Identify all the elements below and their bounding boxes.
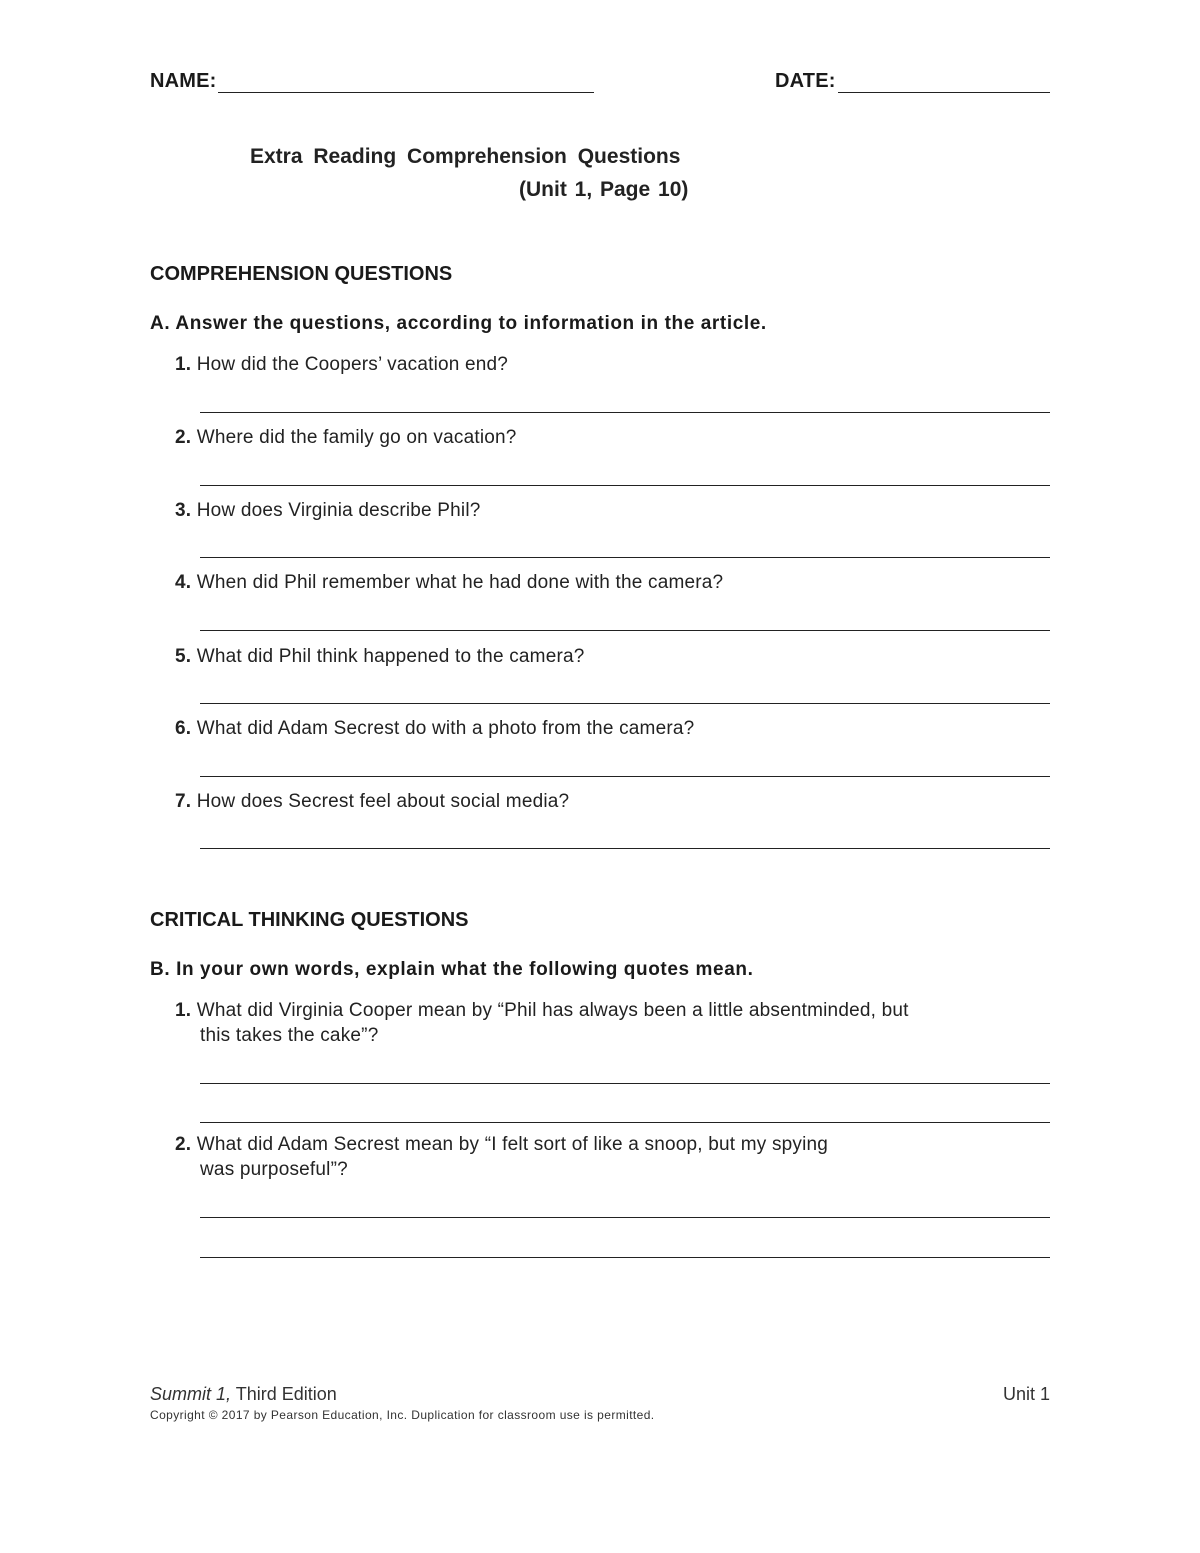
name-label: NAME:	[150, 70, 217, 92]
section-b-heading: CRITICAL THINKING QUESTIONS	[150, 909, 469, 931]
question-text: How did the Coopers’ vacation end?	[196, 354, 509, 375]
question-text: Where did the family go on vacation?	[196, 427, 517, 448]
question-number: 1.	[175, 354, 192, 375]
question-a4	[175, 570, 723, 595]
question-b1	[175, 998, 909, 1023]
question-number: 5.	[175, 646, 192, 667]
answer-line-a3[interactable]	[200, 557, 1050, 558]
question-text-line1: What did Adam Secrest mean by “I felt sort of like a snoop, but my spying	[196, 1134, 829, 1155]
name-field[interactable]	[218, 92, 594, 93]
answer-line-b2-1[interactable]	[200, 1217, 1050, 1218]
question-a7	[175, 789, 569, 814]
date-field[interactable]	[838, 92, 1050, 93]
question-a1	[175, 352, 508, 377]
question-number: 4.	[175, 572, 192, 593]
page-title: Extra Reading Comprehension Questions	[250, 145, 681, 168]
answer-line-b1-2[interactable]	[200, 1122, 1050, 1123]
page-subtitle: (Unit 1, Page 10)	[519, 178, 689, 201]
question-a2	[175, 425, 517, 450]
footer-book	[150, 1384, 337, 1405]
question-a6	[175, 716, 694, 741]
answer-line-b1-1[interactable]	[200, 1083, 1050, 1084]
question-number: 3.	[175, 500, 192, 521]
date-label: DATE:	[775, 70, 836, 92]
question-number: 7.	[175, 791, 192, 812]
question-text: How does Secrest feel about social media?	[196, 791, 570, 812]
question-a5	[175, 644, 585, 669]
question-text-line2: was purposeful”?	[200, 1159, 348, 1180]
question-text: What did Adam Secrest do with a photo from the camera?	[196, 718, 695, 739]
question-text-line1: What did Virginia Cooper mean by “Phil has always been a little absentminded, but	[196, 1000, 909, 1021]
question-b2	[175, 1132, 828, 1157]
answer-line-a5[interactable]	[200, 703, 1050, 704]
section-a-instruction: A. Answer the questions, according to information in the article.	[150, 313, 767, 334]
answer-line-a7[interactable]	[200, 848, 1050, 849]
question-text: How does Virginia describe Phil?	[196, 500, 481, 521]
footer-unit: Unit 1	[1002, 1384, 1050, 1404]
book-edition: Third Edition	[231, 1384, 337, 1404]
question-text: What did Phil think happened to the camera?	[196, 646, 585, 667]
question-number: 1.	[175, 1000, 192, 1021]
question-number: 2.	[175, 1134, 192, 1155]
question-text-line2: this takes the cake”?	[200, 1025, 379, 1046]
question-number: 6.	[175, 718, 192, 739]
section-b-instruction: B. In your own words, explain what the following quotes mean.	[150, 959, 754, 980]
question-a3	[175, 498, 481, 523]
copyright-notice: Copyright © 2017 by Pearson Education, Inc. Duplication for classroom use is permitted.	[150, 1408, 655, 1422]
answer-line-b2-2[interactable]	[200, 1257, 1050, 1258]
answer-line-a2[interactable]	[200, 485, 1050, 486]
answer-line-a1[interactable]	[200, 412, 1050, 413]
question-text: When did Phil remember what he had done with the camera?	[196, 572, 724, 593]
answer-line-a6[interactable]	[200, 776, 1050, 777]
section-a-heading: COMPREHENSION QUESTIONS	[150, 263, 453, 285]
book-title: Summit 1,	[150, 1384, 232, 1404]
question-number: 2.	[175, 427, 192, 448]
answer-line-a4[interactable]	[200, 630, 1050, 631]
